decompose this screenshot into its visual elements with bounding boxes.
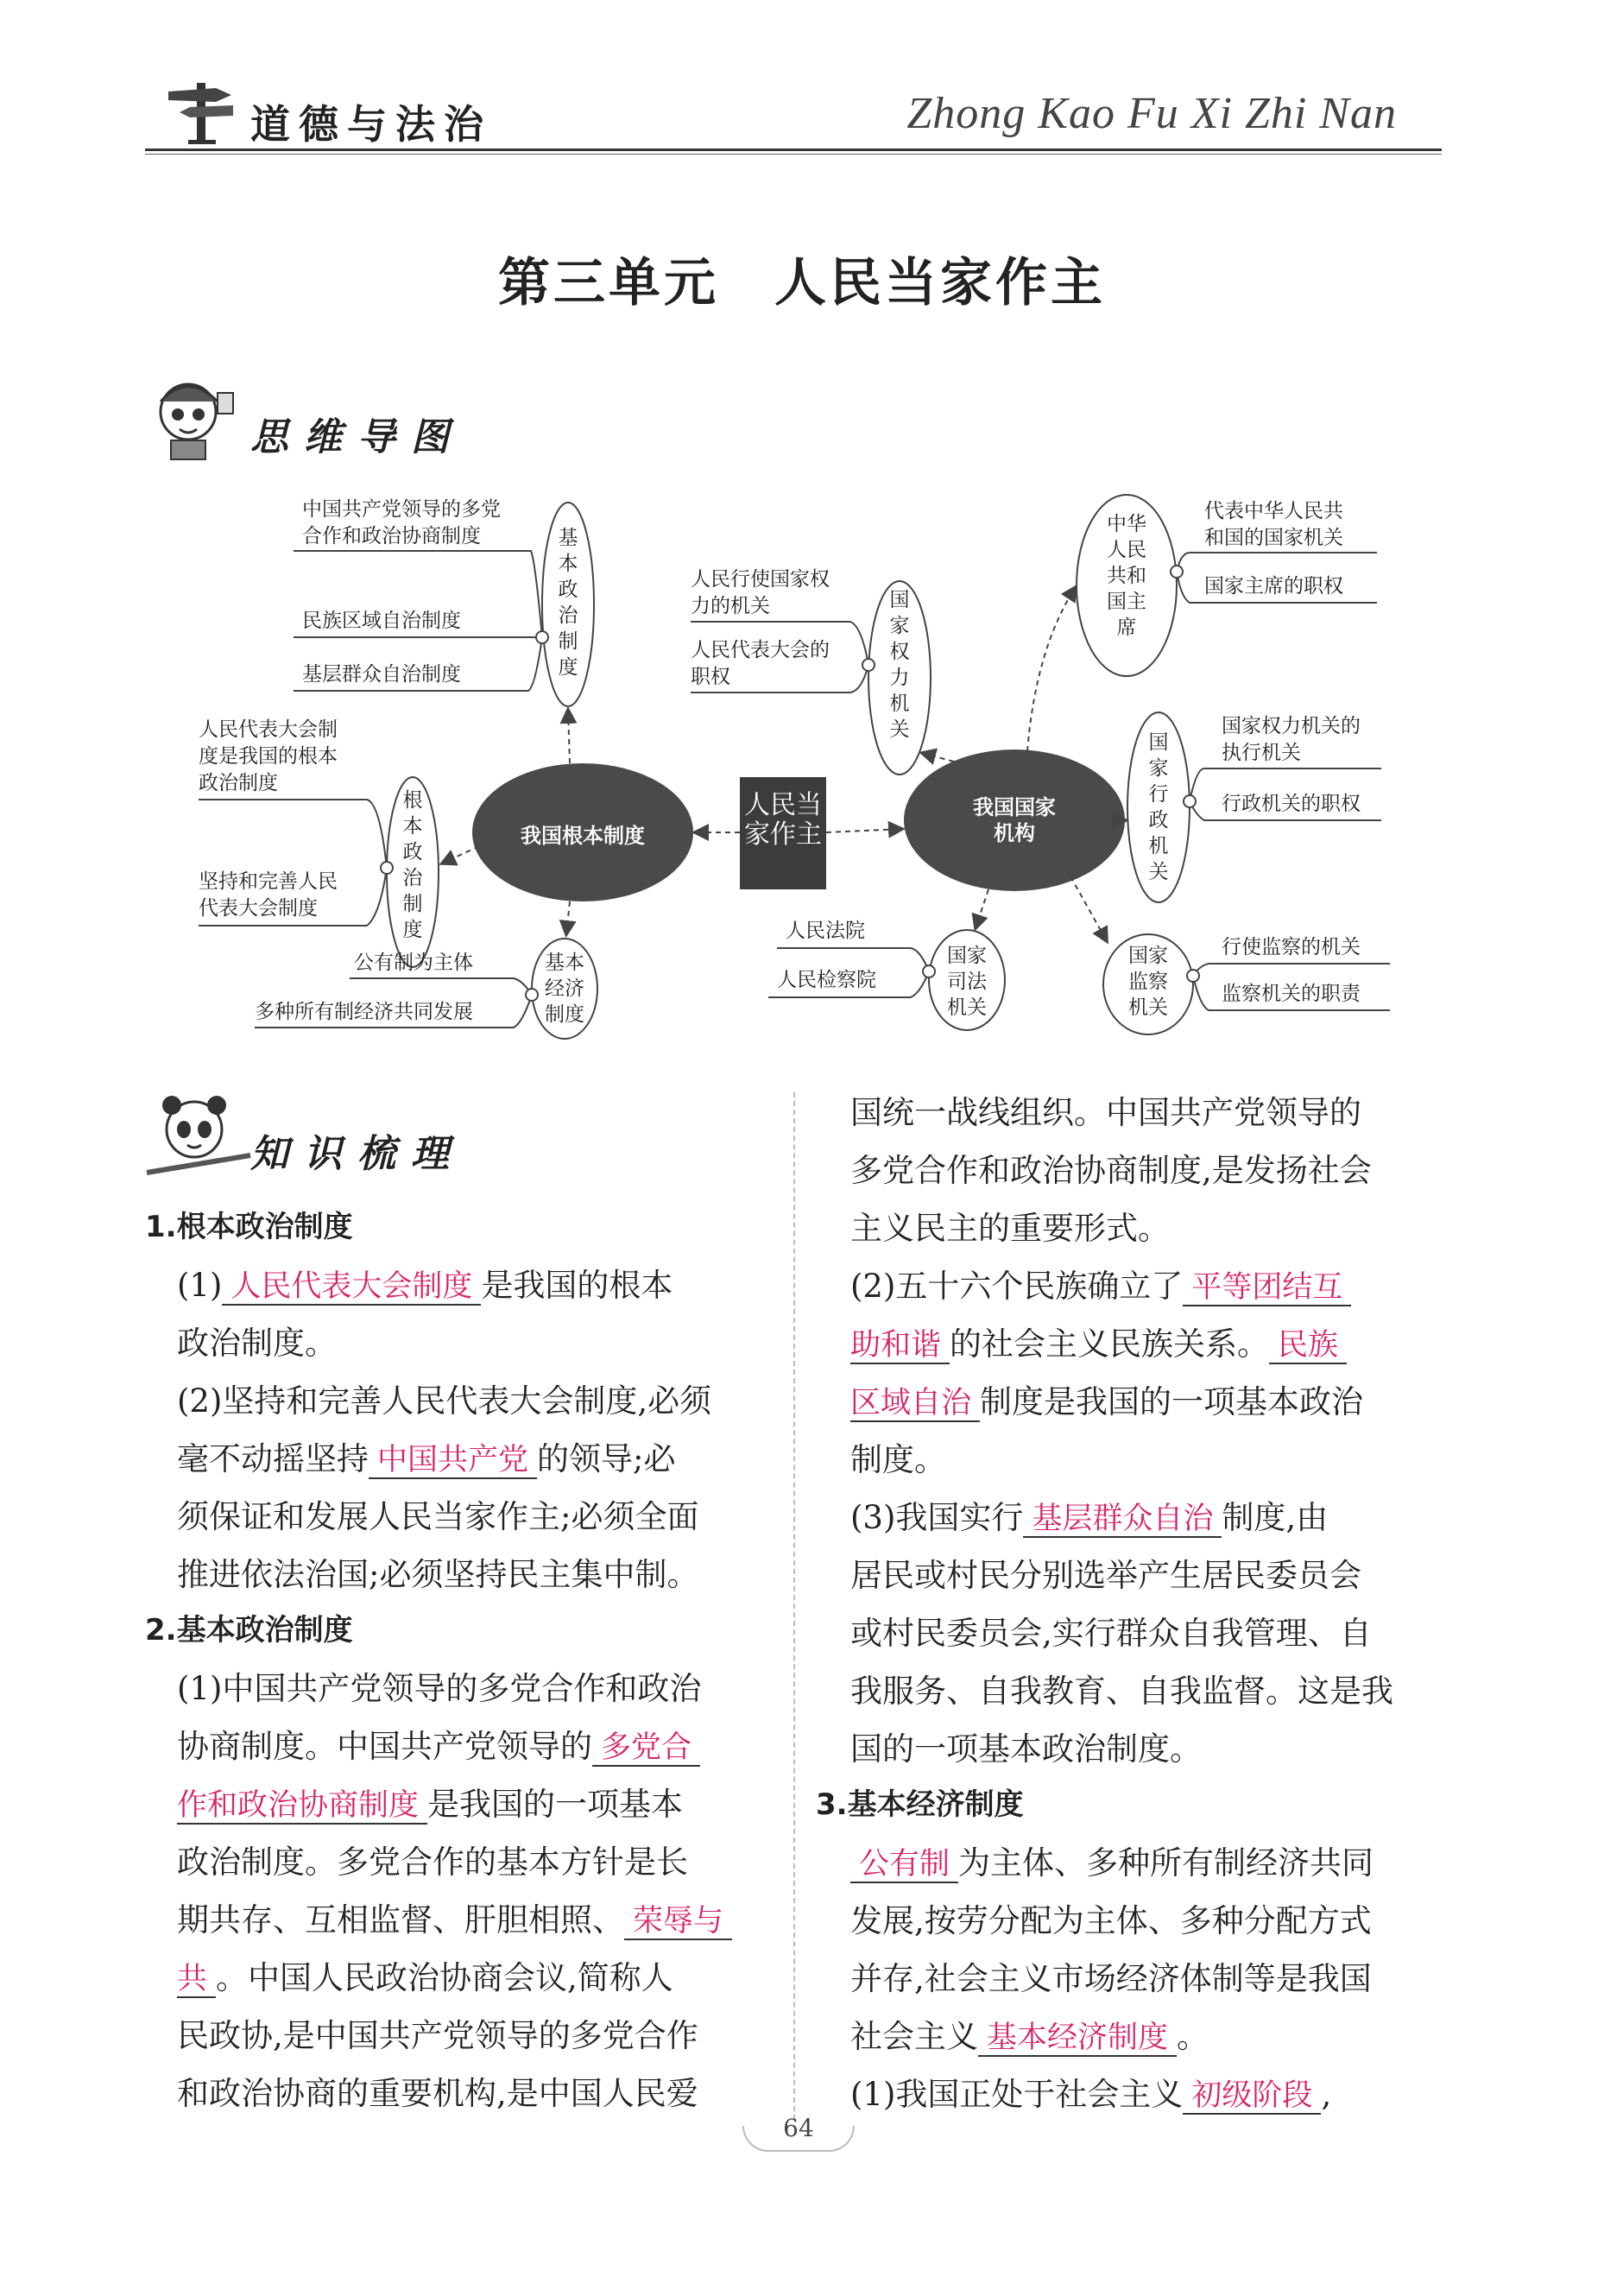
text-line: (3)我国实行 基层群众自治 制度,由 bbox=[850, 1499, 1329, 1536]
right-hub-label: 我国国家机构 bbox=[973, 795, 1056, 845]
supervisory-item: 行使监察的机关 bbox=[1222, 936, 1361, 958]
basic-political-label: 基本政治制度 bbox=[558, 527, 578, 679]
text-line: 和政治协商的重要机构,是中国人民爱 bbox=[177, 2075, 698, 2112]
answer-blank: 民族 bbox=[1269, 1328, 1347, 1364]
answer-blank: 平等团结互 bbox=[1183, 1270, 1351, 1306]
text-line: 我服务、自我教育、自我监督。这是我 bbox=[850, 1673, 1393, 1710]
supervisory-item: 监察机关的职责 bbox=[1222, 983, 1361, 1005]
answer-blank: 助和谐 bbox=[850, 1328, 950, 1364]
answer-blank: 人民代表大会制度 bbox=[222, 1269, 481, 1306]
basic-economic-item: 多种所有制经济共同发展 bbox=[255, 1001, 473, 1023]
unit-title: 第三单元 人民当家作主 bbox=[498, 253, 1106, 313]
page-number-ornament bbox=[742, 2126, 855, 2152]
fundamental-political-label: 根本政治制度 bbox=[402, 789, 423, 941]
text-line: 发展,按劳分配为主体、多种分配方式 bbox=[850, 1902, 1372, 1939]
text-line: 制度。 bbox=[850, 1441, 946, 1478]
mindmap-center: 人民当家作主 bbox=[740, 777, 826, 889]
text-line: (1)我国正处于社会主义 初级阶段 , bbox=[850, 2076, 1332, 2113]
president-label: 中华人民共和国主席 bbox=[1107, 513, 1146, 639]
text-line: 协商制度。中国共产党领导的 多党合 bbox=[177, 1720, 700, 1767]
power-organ-item: 人民代表大会的 职权 bbox=[691, 639, 830, 688]
mind-map bbox=[173, 484, 1433, 1088]
answer-blank: 中国共产党 bbox=[369, 1443, 537, 1479]
text-line: (2)五十六个民族确立了 平等团结互 bbox=[850, 1260, 1351, 1306]
signpost-logo-icon bbox=[164, 76, 242, 145]
text-line: 期共存、互相监督、肝胆相照、 荣辱与 bbox=[177, 1894, 732, 1940]
supervisory-label: 国家监察机关 bbox=[1128, 945, 1168, 1019]
text-line: 多党合作和政治协商制度,是发扬社会 bbox=[850, 1152, 1372, 1189]
administrative-label: 国家行政机关 bbox=[1148, 731, 1169, 883]
administrative-item: 行政机关的职权 bbox=[1222, 793, 1361, 815]
heading-fundamental: 1.根本政治制度 bbox=[145, 1210, 353, 1244]
page-number: 64 bbox=[783, 2114, 814, 2142]
heading-basic-economic: 3.基本经济制度 bbox=[816, 1787, 1024, 1822]
answer-blank: 基本经济制度 bbox=[978, 2021, 1177, 2057]
heading-basic-political: 2.基本政治制度 bbox=[145, 1613, 353, 1648]
president-item: 国家主席的职权 bbox=[1204, 575, 1343, 598]
series-title: Zhong Kao Fu Xi Zhi Nan bbox=[906, 89, 1397, 138]
text-line: 须保证和发展人民当家作主;必须全面 bbox=[177, 1498, 699, 1535]
basic-political-item: 基层群众自治制度 bbox=[302, 663, 461, 686]
subject-title: 道德与法治 bbox=[250, 101, 492, 148]
boy-mascot-icon bbox=[145, 367, 240, 462]
administrative-item: 国家权力机关的 执行机关 bbox=[1222, 715, 1361, 764]
answer-blank: 共 bbox=[177, 1962, 216, 1998]
text-line: 区域自治 制度是我国的一项基本政治 bbox=[850, 1383, 1364, 1420]
judicial-label: 国家司法机关 bbox=[947, 945, 987, 1019]
answer-blank: 基层群众自治 bbox=[1023, 1502, 1222, 1538]
basic-political-item: 中国共产党领导的多党 合作和政治协商制度 bbox=[302, 498, 501, 547]
answer-blank: 初级阶段 bbox=[1183, 2078, 1321, 2115]
power-organ-label: 国家权力机关 bbox=[889, 589, 910, 741]
header-rule-thin bbox=[145, 154, 1442, 155]
text-line: (1) 人民代表大会制度 是我国的根本 bbox=[177, 1267, 673, 1304]
text-line: (1)中国共产党领导的多党合作和政治 bbox=[177, 1670, 702, 1707]
text-line: 作和政治协商制度 是我国的一项基本 bbox=[177, 1786, 684, 1823]
header-rule bbox=[145, 149, 1442, 151]
fundamental-political-item: 人民代表大会制 度是我国的根本 政治制度 bbox=[199, 718, 338, 794]
basic-economic-item: 公有制为主体 bbox=[354, 952, 473, 974]
column-divider bbox=[793, 1092, 795, 2120]
power-organ-item: 人民行使国家权 力的机关 bbox=[691, 568, 830, 617]
text-line: 主义民主的重要形式。 bbox=[850, 1210, 1170, 1247]
text-line: 共 。中国人民政治协商会议,简称人 bbox=[177, 1959, 673, 1996]
text-line: 居民或村民分别选举产生居民委员会 bbox=[850, 1557, 1361, 1594]
text-line: (2)坚持和完善人民代表大会制度,必须 bbox=[177, 1382, 712, 1420]
text-line: 国的一项基本政治制度。 bbox=[850, 1730, 1202, 1768]
basic-economic-label: 基本经济制度 bbox=[545, 952, 584, 1026]
answer-blank: 区域自治 bbox=[850, 1386, 980, 1422]
answer-blank: 荣辱与 bbox=[624, 1904, 732, 1940]
text-line: 公有制 为主体、多种所有制经济共同 bbox=[850, 1837, 1374, 1883]
mindmap-heading: 思维导图 bbox=[250, 415, 464, 459]
knowledge-heading: 知识梳理 bbox=[250, 1132, 464, 1176]
text-line: 社会主义 基本经济制度 。 bbox=[850, 2018, 1209, 2055]
text-line: 政治制度。 bbox=[177, 1325, 337, 1362]
judicial-item: 人民检察院 bbox=[777, 969, 876, 991]
panda-mascot-icon bbox=[142, 1086, 255, 1181]
text-line: 助和谐 的社会主义民族关系。 民族 bbox=[850, 1318, 1347, 1364]
text-line: 并存,社会主义市场经济体制等是我国 bbox=[850, 1960, 1372, 1997]
answer-blank: 作和政治协商制度 bbox=[177, 1788, 427, 1825]
text-line: 毫不动摇坚持 中国共产党 的领导;必 bbox=[177, 1440, 676, 1477]
text-line: 推进依法治国;必须坚持民主集中制。 bbox=[177, 1556, 699, 1593]
fundamental-political-item: 坚持和完善人民 代表大会制度 bbox=[199, 870, 338, 920]
text-line: 政治制度。多党合作的基本方针是长 bbox=[177, 1844, 688, 1881]
text-line: 民政协,是中国共产党领导的多党合作 bbox=[177, 2017, 698, 2054]
president-item: 代表中华人民共 和国的国家机关 bbox=[1204, 500, 1343, 549]
answer-blank: 公有制 bbox=[850, 1847, 958, 1883]
answer-blank: 多党合 bbox=[592, 1730, 700, 1767]
basic-political-item: 民族区域自治制度 bbox=[302, 610, 461, 632]
judicial-item: 人民法院 bbox=[786, 920, 865, 942]
left-hub-label: 我国根本制度 bbox=[521, 824, 645, 848]
text-line: 或村民委员会,实行群众自我管理、自 bbox=[850, 1615, 1372, 1652]
text-line: 国统一战线组织。中国共产党领导的 bbox=[850, 1094, 1361, 1131]
